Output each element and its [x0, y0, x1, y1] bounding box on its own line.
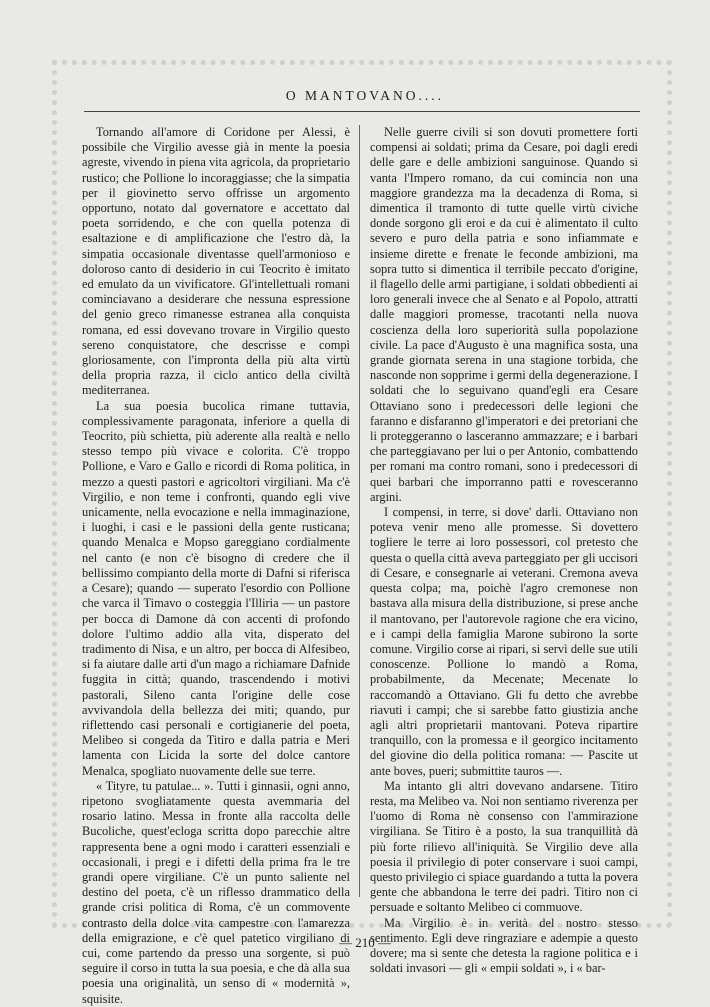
column-divider — [359, 125, 360, 897]
page-number: — 210 — — [339, 935, 391, 950]
paragraph: La sua poesia bucolica rimane tuttavia, complessivamente paragonata, inferiore a quella di Teocrito, più schietta, più aderente alla realtà e nello stesso tempo più vivace e colorita. C'è troppo Pollione, e Varo e Gallo e ricordi di Roma politica, in mezzo a questi pastori e agricoltori virgiliani. Ma c'è Virgilio, e non teme i confronti, quando egli vive unicamente, nella evocazione e nella immaginazione, i luoghi, i casi e le passioni della gente rusticana; quando Menalca e Mopso gareggiano cordialmente nel canto (e non c'è bisogno di credere che il bellissimo compianto della morte di Dafni si riferisca a Cesare); quando — superato l'esordio con Pollione che varca il Timavo o costeggia l'Illiria — un pastore per bocca di Damone dà con accenti di profondo dolore l'ultimo addio alla vita, disperato del tradimento di Nisa, e un altro, per bocca di Alfesibeo, si fa aiutare dalle arti d'un mago a richiamare Dafnide fuggita in città; quando, trascendendo i motivi pastorali, Sileno canta l'origine delle cose avvivandola della bellezza dei miti; quando, pur riflettendo casi personali e cortigianerie del poeta, Melibeo si congeda da Titiro e dalla patria e Meri lamenta con Licida la sorte del dolce cantore Menalca, spogliato nuovamente delle sue terre. — [82, 398, 350, 778]
running-title: O MANTOVANO.... — [285, 88, 445, 103]
paragraph: Nelle guerre civili si son dovuti promettere forti compensi ai soldati; prima da Cesare, poi dagli eredi delle gare e delle ambizioni sanguinose. Quando si vanta l'Impero romano, da cui comincia non una maggiore grandezza ma la decadenza di Roma, si dimentica il tramonto di tutte quelle virtù civiche donde sorgono gli eroi e da cui è alimentato il culto severo e puro della patria e sono infiammate e insieme dirette e frenate le feconde ambizioni, ma sopra tutto si dimentica il terribile peccato d'origine, il flagello delle armi partigiane, i soldati obbedienti ai loro generali invece che al Senato e al Popolo, attratti dalle maggiori promesse, tracotanti nella nuova coscienza della loro superiorità sulla popolazione civile. La pace d'Augusto è una magnifica sosta, una grande giornata serena in una stagione torbida, che nasconde non sopprime i germi della degenerazione. I soldati che lo seguivano quand'egli era Cesare Ottaviano sono i predecessori delle legioni che faranno e disfaranno gl'imperatori e dei pretoriani che li proteggeranno o lasceranno ammazzare; e i barbari che parteggiavano per lui o per Antonio, combattendo per romani ma contro romani, sono i predecessori di quei barbari che imporranno patti e rovesceranno argini. — [370, 125, 638, 504]
paragraph: Ma Virgilio è in verità del nostro stesso sentimento. Egli deve ringraziare e adempie a questo dovere; ma si sente che detesta la ragione politica e i soldati invasori — gli « empii soldati », i « bar- — [370, 915, 638, 976]
paragraph: I compensi, in terre, si dove' darli. Ottaviano non poteva venir meno alle promesse. Si dovettero togliere le terre ai loro possessori, col pretesto che questa o quella città aveva parteggiato per gli uccisori di Cesare, e consegnarle ai veterani. Cremona aveva questa colpa; ma, poichè l'agro cremonese non bastava alla misura della distribuzione, si prese anche il mantovano, per l'autorevole ragione che era vicino, e i campi della famiglia Marone subirono la sorte comune. Virgilio corse ai ripari, si servì delle sue utili conoscenze. Pollione lo mandò a Roma, probabilmente, da Mecenate; Mecenate lo raccomandò a Ottaviano. Gli fu detto che avrebbe riavuti i campi; che si sarebbe fatto giustizia anche agli altri proprietarii mantovani. Poteva ripartire tranquillo, con la promessa e il georgico incitamento del giovine dio della politica romana: — Pascite ut ante boves, pueri; submittite tauros —. — [370, 505, 638, 778]
right-column — [370, 125, 638, 976]
header-rule — [84, 111, 640, 112]
paragraph: Tornando all'amore di Coridone per Alessi, è possibile che Virgilio avesse già in mente la poesia agreste, vivendo in piena vita agricola, da proprietario rustico; che Pollione lo incoraggiasse; che la simpatia per il giovinetto servo offrisse un argomento opportuno, notato dal governatore e accettato dal poeta sorridendo, e che con quella potenza di esaltazione e di amplificazione che l'estro dà, la simpatia occasionale diventasse quell'armonioso e doloroso canto di desiderio in cui Teocrito è imitato ed emulato da un vivificatore. Gl'intellettuali romani cominciavano a desiderare che nessuna espressione del genio greco rimanesse estranea alla conquista romana, ed essi dovevano trovare in Virgilio questo sereno conquistatore, che descrisse e compì gloriosamente, con l'impronta della più alta virtù della propria razza, il ciclo antico della civiltà mediterranea. — [82, 125, 351, 398]
paragraph: Ma intanto gli altri dovevano andarsene. Titiro resta, ma Melibeo va. Noi non sentiamo riverenza per l'uomo di Roma nè consenso con l'ammirazione virgiliana. Se Titiro è a posto, la sua tranquillità dà più forte rilievo all'iniquità. Se Virgilio deve alla poesia il privilegio di poter conservare i suoi campi, questo privilegio ci spiace guardando a tutta la povera gente che abbandona le terre dei padri. Titiro non ci persuade e soltanto Melibeo ci commuove. — [370, 778, 638, 915]
paragraph: « Tityre, tu patulae... ». Tutti i ginnasii, ogni anno, ripetono svogliatamente questa avemmaria del rosario latino. Messa in fronte alla raccolta delle Bucoliche, quest'ecloga scritta dopo parecchie altre rappresenta bene a ogni modo i caratteri essenziali e occasionali, i pregi e i difetti della prima fra le tre grandi opere virgiliane. C'è un punto saliente nel destino del poeta, c'è un riflesso drammatico della grande crisi politica di Roma, c'è un commovente contrasto della dolce vita campestre con l'amarezza della emigrazione, e c'è quel patetico virgiliano di cui, come partendo da presso una sorgente, si può seguire il corso in tutta la sua poesia, e che dà alla sua poesia una originalità, un senso di « modernità », squisite. — [82, 778, 350, 1006]
left-column — [82, 125, 350, 1007]
